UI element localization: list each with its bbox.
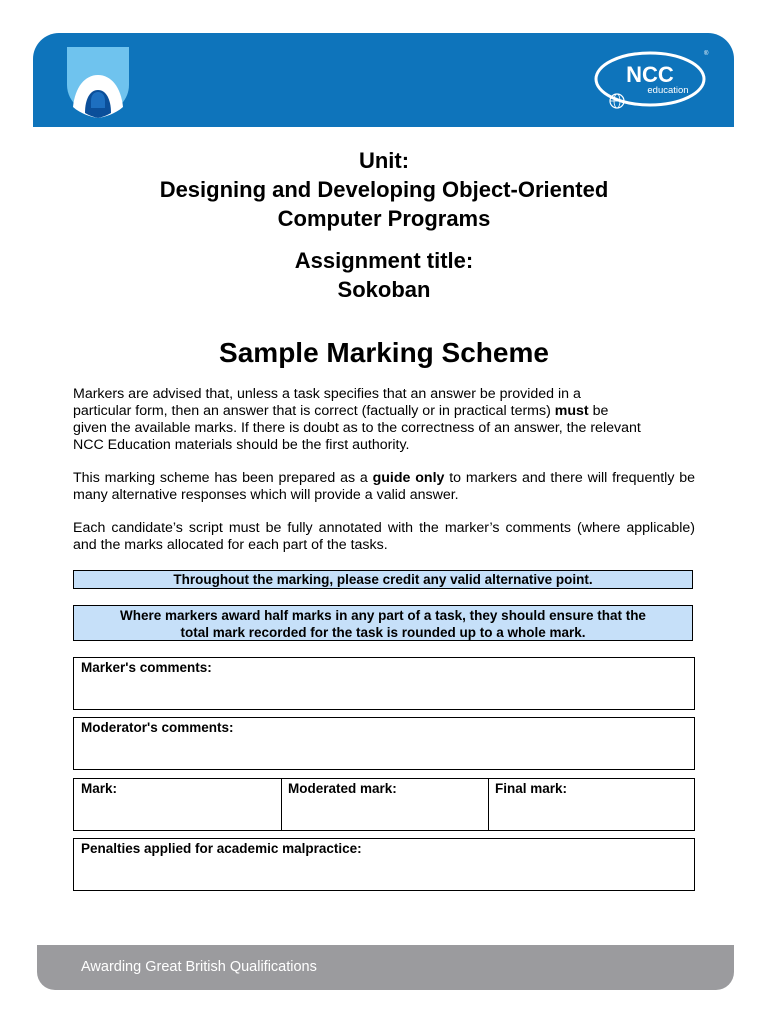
unit-heading [0,146,768,233]
unit-title-line2: Computer Programs [277,206,491,231]
p1-line4: NCC Education materials should be the first authority. [73,437,410,453]
footer-band [37,945,734,990]
moderators-comments-box[interactable] [73,717,695,770]
paragraph-annotation: Each candidate’s script must be fully annotated with the marker’s comments (where applicable) and the marks allocated for each part of the tasks. [73,520,695,553]
ncc-education-logo [592,47,714,117]
shield-crest-icon [65,45,131,119]
penalties-label: Penalties applied for academic malpractice: [81,841,362,856]
unit-title-line1: Designing and Developing Object-Oriented [159,177,609,202]
header-band [33,33,734,127]
footer-tagline: Awarding Great British Qualifications [81,959,317,975]
page-title: Sample Marking Scheme [219,337,549,368]
markers-comments-label: Marker's comments: [81,660,212,675]
final-mark-label: Final mark: [495,781,568,796]
p1-line3: given the available marks. If there is doubt as to the correctness of an answer, the relevant [73,420,641,436]
assignment-heading [0,246,768,304]
paragraph-guide-only: This marking scheme has been prepared as a guide only to markers and there will frequently be many alternative responses which will provide a valid answer. [73,470,696,503]
markers-comments-box[interactable] [73,657,695,710]
mark-field[interactable] [74,779,282,830]
penalties-box[interactable] [73,838,695,891]
paragraph-markers-advice [73,386,695,454]
note-half-marks: Where markers award half marks in any part of a task, they should ensure that the total mark recorded for the task is rounded up to a whole mark. [73,605,693,641]
logo-registered-mark: ® [704,51,709,57]
p1-line2: particular form, then an answer that is correct (factually or in practical terms) must be [73,403,609,419]
p1-line1: Markers are advised that, unless a task specifies that an answer be provided in a [73,386,581,402]
assignment-label: Assignment title: [294,248,474,273]
guide-only-emphasis: guide only [372,470,445,486]
logo-sub-text: education [647,85,689,96]
moderated-mark-field[interactable] [281,779,489,830]
unit-label: Unit: [358,148,410,173]
assignment-title: Sokoban [337,277,431,302]
mark-label: Mark: [81,781,118,796]
logo-main-text: NCC [626,62,674,87]
moderated-mark-label: Moderated mark: [288,781,397,796]
moderators-comments-label: Moderator's comments: [81,720,234,735]
must-emphasis: must [554,403,589,419]
marks-row [73,778,695,831]
final-mark-field[interactable] [488,779,694,830]
note-credit-alternatives: Throughout the marking, please credit any valid alternative point. [73,570,693,589]
